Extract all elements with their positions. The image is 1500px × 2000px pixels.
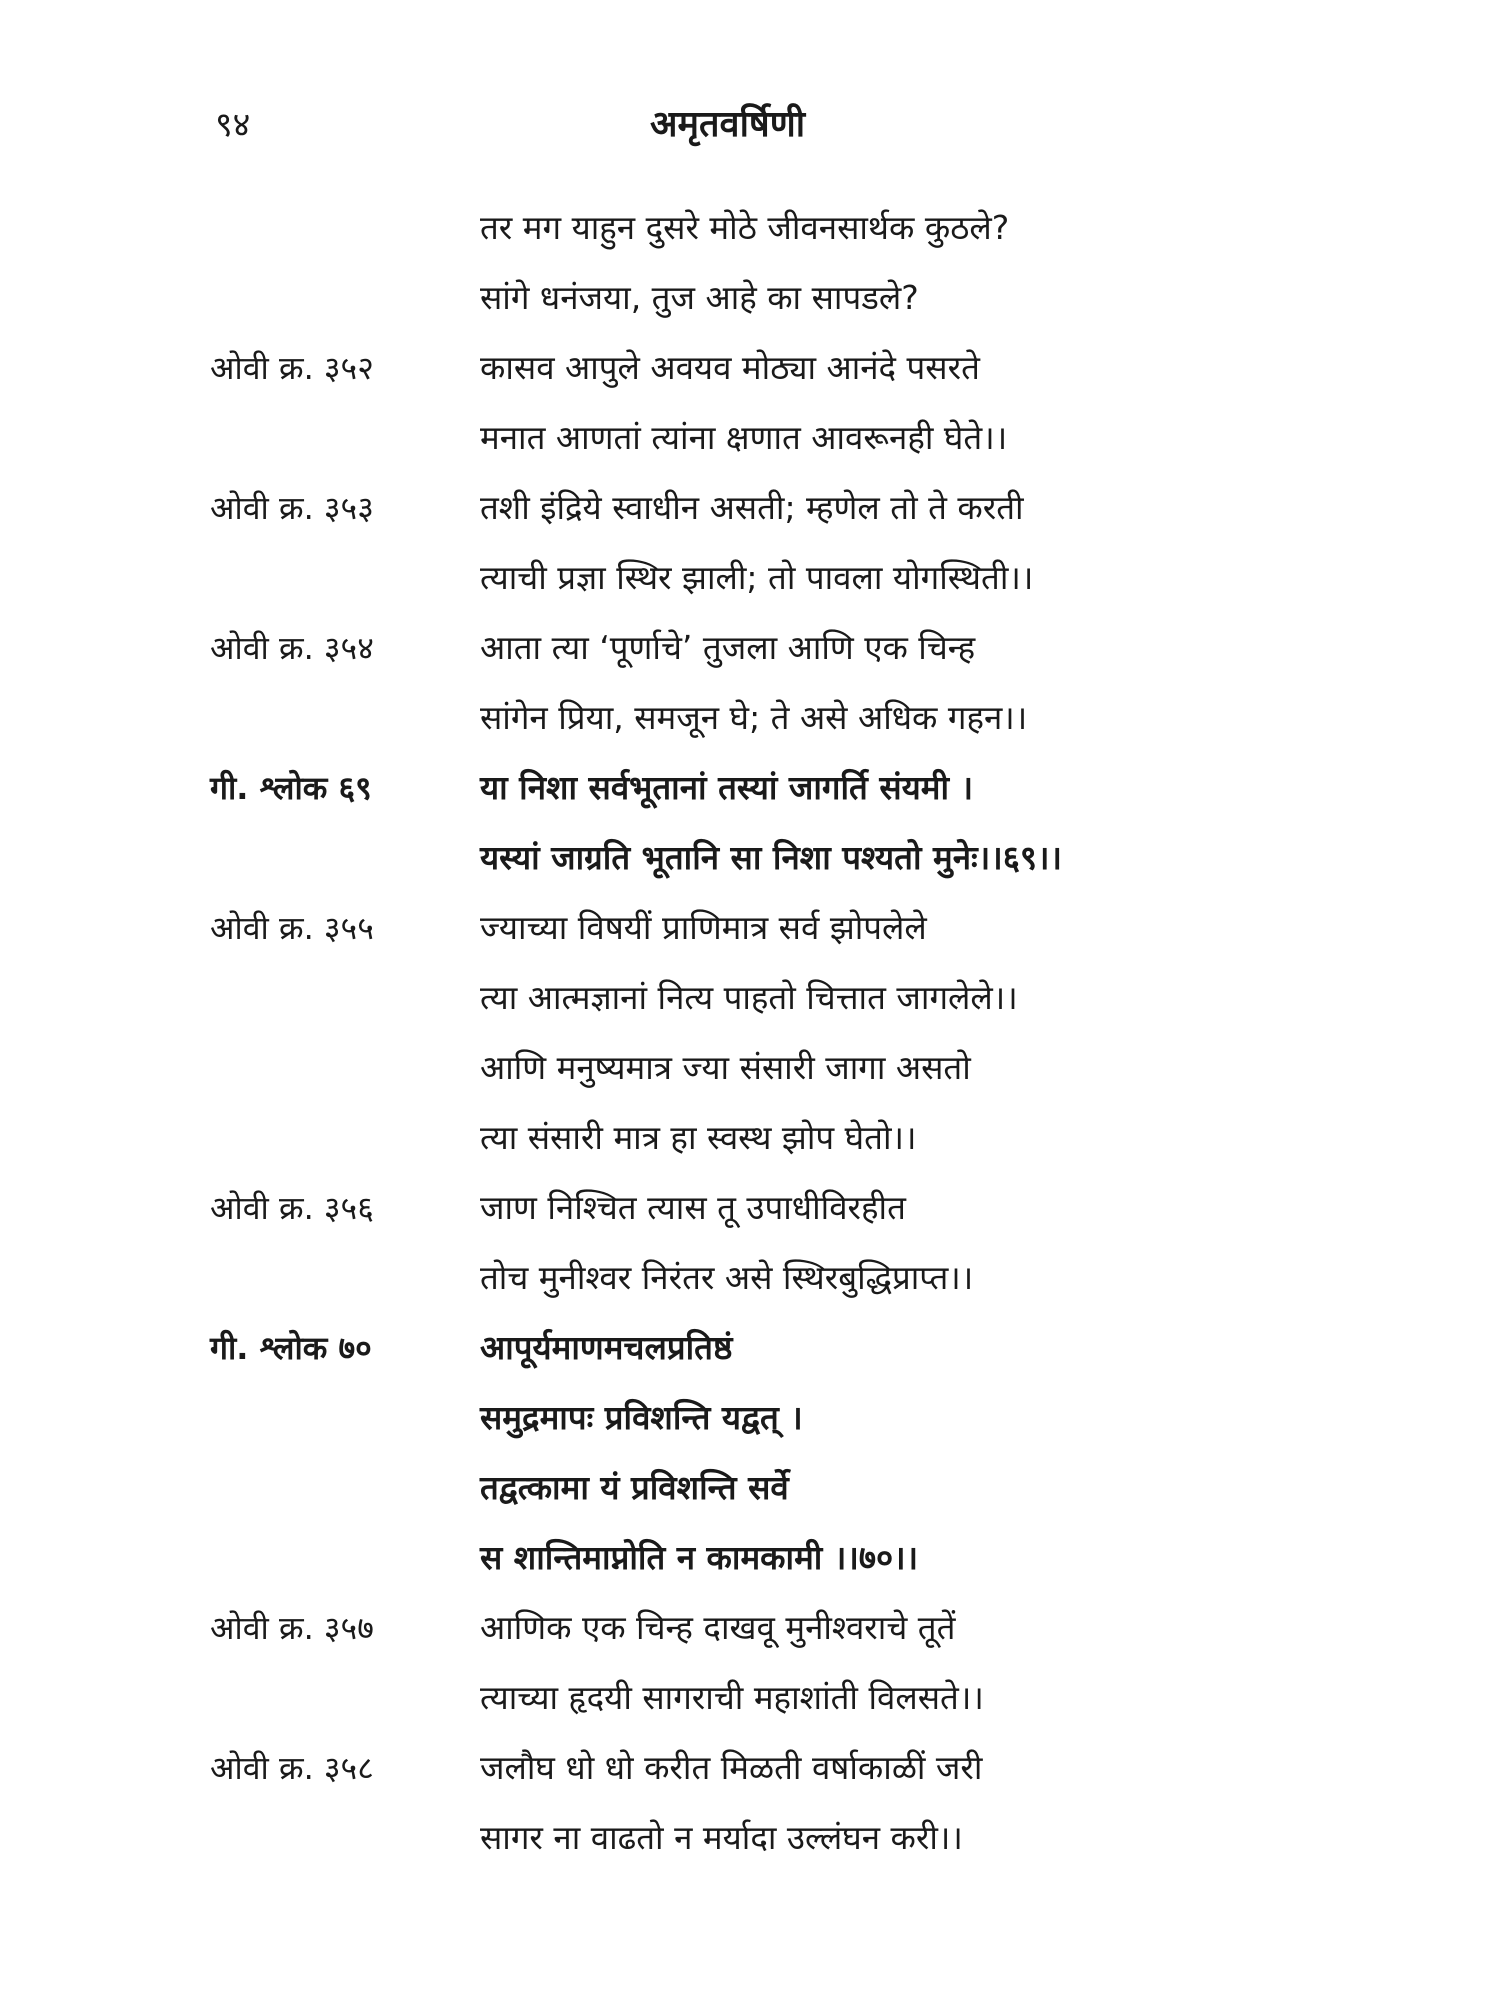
- verse-text: तर मग याहुन दुसरे मोठे जीवनसार्थक कुठले?: [480, 208, 1010, 247]
- shloka-line: [0, 823, 1500, 893]
- verse-line: [0, 1803, 1500, 1873]
- shloka-text: स शान्तिमाप्नोति न कामकामी ।।७०।।: [480, 1538, 919, 1577]
- page-number: ९४: [215, 105, 251, 145]
- verse-line: [0, 1733, 1500, 1803]
- verse-text: ज्याच्या विषयीं प्राणिमात्र सर्व झोपलेले: [480, 908, 927, 947]
- verse-line: [0, 963, 1500, 1033]
- ovi-number-label: ओवी क्र. ३५३: [210, 489, 374, 527]
- shloka-line: [0, 1453, 1500, 1523]
- shloka-number-label: गी. श्लोक ६९: [210, 769, 372, 807]
- verse-text: आता त्या ‘पूर्णाचे’ तुजला आणि एक चिन्ह: [480, 628, 976, 667]
- shloka-text: यस्यां जाग्रति भूतानि सा निशा पश्यतो मुनेः।।६९।।: [480, 838, 1063, 877]
- verse-line: [0, 1663, 1500, 1733]
- verse-text: सांगेन प्रिया, समजून घे; ते असे अधिक गहन।।: [480, 698, 1028, 737]
- verse-text: जलौघ धो धो करीत मिळती वर्षाकाळीं जरी: [480, 1748, 983, 1787]
- verse-line: [0, 263, 1500, 333]
- verse-text: तशी इंद्रिये स्वाधीन असती; म्हणेल तो ते करती: [480, 488, 1024, 527]
- verse-text: आणिक एक चिन्ह दाखवू मुनीश्वराचे तूतें: [480, 1608, 956, 1647]
- verse-line: [0, 543, 1500, 613]
- verse-line: [0, 893, 1500, 963]
- shloka-text: आपूर्यमाणमचलप्रतिष्ठं: [480, 1328, 733, 1367]
- book-title: अमृतवर्षिणी: [650, 104, 806, 145]
- shloka-line: [0, 1523, 1500, 1593]
- shloka-text: तद्वत्कामा यं प्रविशन्ति सर्वे: [480, 1468, 789, 1507]
- shloka-number-label: गी. श्लोक ७०: [210, 1329, 372, 1367]
- ovi-number-label: ओवी क्र. ३५२: [210, 349, 374, 387]
- verse-text: सांगे धनंजया, तुज आहे का सापडले?: [480, 278, 919, 317]
- verse-text: त्याची प्रज्ञा स्थिर झाली; तो पावला योगस्थिती।।: [480, 558, 1034, 597]
- verse-text: त्या संसारी मात्र हा स्वस्थ झोप घेतो।।: [480, 1118, 917, 1157]
- verse-text: तोच मुनीश्वर निरंतर असे स्थिरबुद्धिप्राप्त।।: [480, 1258, 974, 1297]
- ovi-number-label: ओवी क्र. ३५४: [210, 629, 374, 667]
- verse-line: [0, 193, 1500, 263]
- ovi-number-label: ओवी क्र. ३५८: [210, 1749, 374, 1787]
- verse-line: [0, 1593, 1500, 1663]
- shloka-line: [0, 753, 1500, 823]
- verse-text: सागर ना वाढतो न मर्यादा उल्लंघन करी।।: [480, 1818, 963, 1857]
- verse-line: [0, 333, 1500, 403]
- verse-text: त्या आत्मज्ञानां नित्य पाहतो चित्तात जागलेले।।: [480, 978, 1018, 1017]
- ovi-number-label: ओवी क्र. ३५६: [210, 1189, 374, 1227]
- verse-line: [0, 1173, 1500, 1243]
- verse-line: [0, 1103, 1500, 1173]
- verse-text: त्याच्या हृदयी सागराची महाशांती विलसते।।: [480, 1678, 984, 1717]
- shloka-text: समुद्रमापः प्रविशन्ति यद्वत् ।: [480, 1398, 803, 1437]
- verse-line: [0, 1033, 1500, 1103]
- verse-content: [0, 193, 1500, 1873]
- verse-line: [0, 1243, 1500, 1313]
- verse-text: मनात आणतां त्यांना क्षणात आवरूनही घेते।।: [480, 418, 1008, 457]
- verse-text: आणि मनुष्यमात्र ज्या संसारी जागा असतो: [480, 1048, 971, 1087]
- ovi-number-label: ओवी क्र. ३५७: [210, 1609, 374, 1647]
- verse-line: [0, 613, 1500, 683]
- shloka-line: [0, 1313, 1500, 1383]
- verse-line: [0, 683, 1500, 753]
- verse-text: कासव आपुले अवयव मोठ्या आनंदे पसरते: [480, 348, 980, 387]
- page-header: [0, 95, 1500, 155]
- verse-line: [0, 403, 1500, 473]
- shloka-line: [0, 1383, 1500, 1453]
- ovi-number-label: ओवी क्र. ३५५: [210, 909, 374, 947]
- verse-line: [0, 473, 1500, 543]
- verse-text: जाण निश्चित त्यास तू उपाधीविरहीत: [480, 1188, 906, 1227]
- shloka-text: या निशा सर्वभूतानां तस्यां जागर्ति संयमी ।: [480, 768, 974, 807]
